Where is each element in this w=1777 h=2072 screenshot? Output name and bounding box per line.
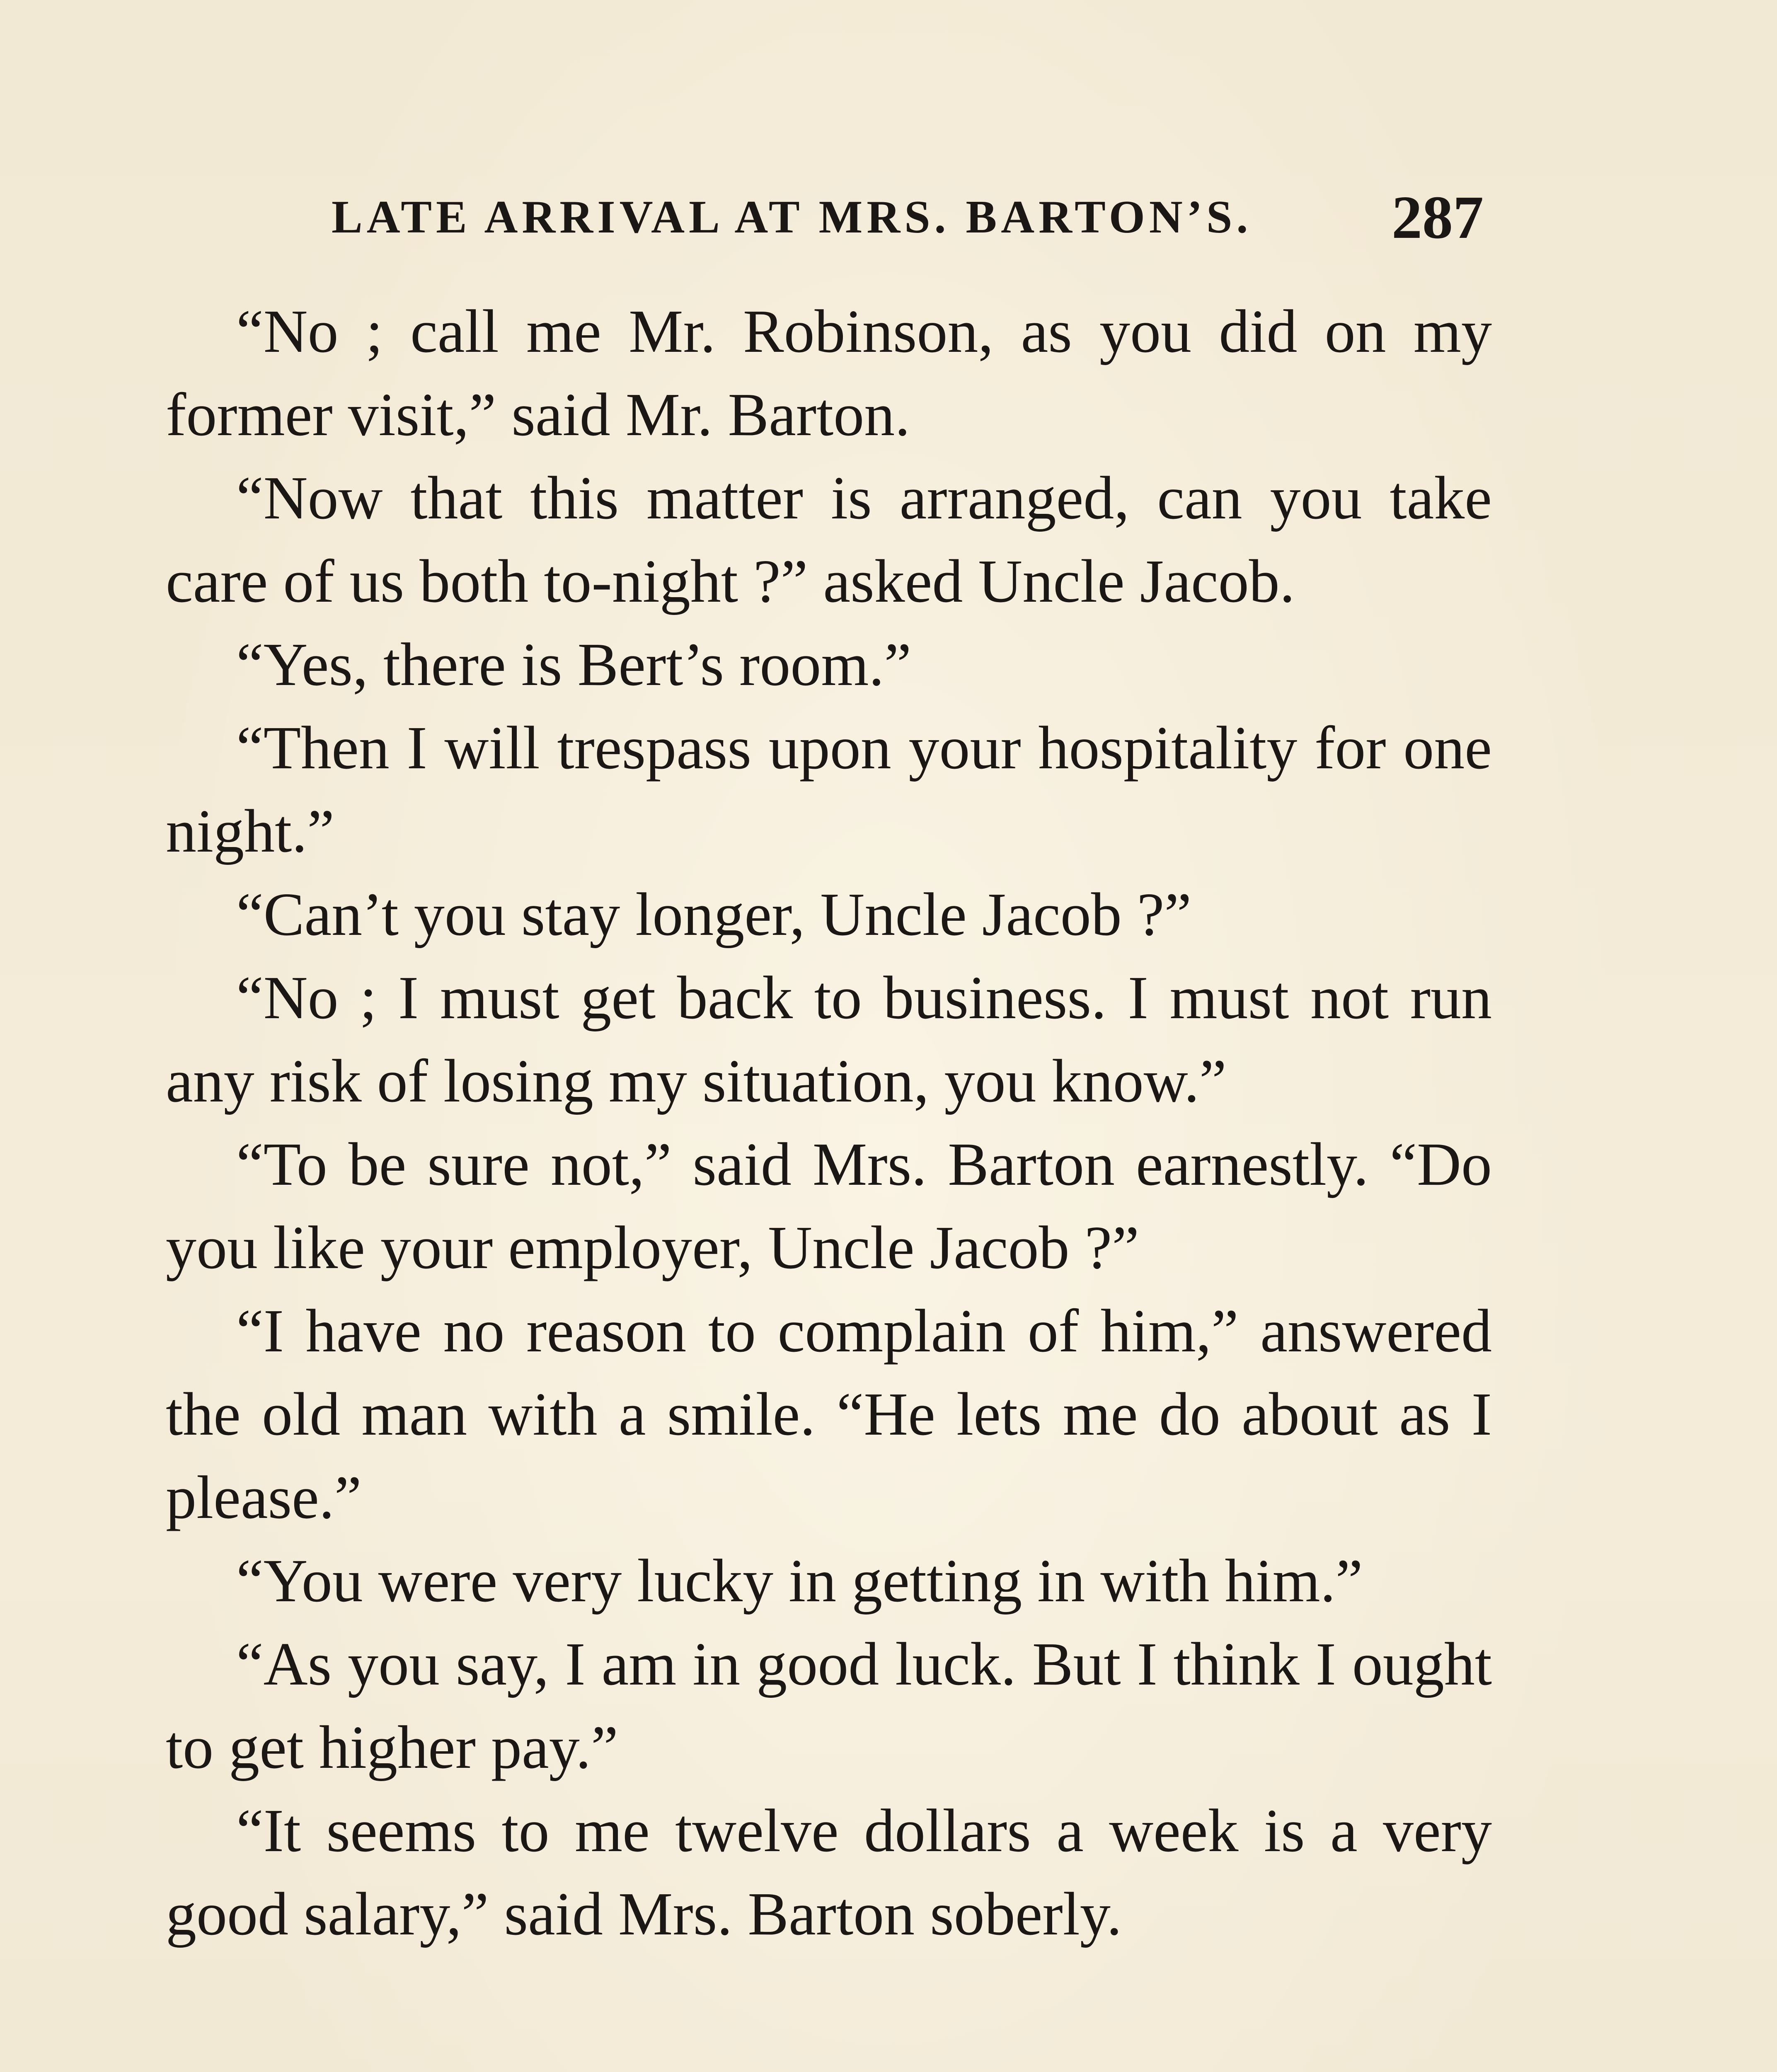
paragraph: “Then I will trespass upon your hospitality for one night.”: [166, 714, 1492, 865]
paragraph: “To be sure not,” said Mrs. Barton earnestly. “Do you like your employer, Uncle Jacob ?”: [166, 1130, 1492, 1282]
paragraph: “I have no reason to complain of him,” answered the old man with a smile. “He lets me do about as I please.”: [166, 1297, 1492, 1532]
paragraph: “It seems to me twelve dollars a week is a very good salary,” said Mrs. Barton soberly.: [166, 1797, 1492, 1948]
paragraph: “Yes, there is Bert’s room.”: [236, 631, 912, 699]
paragraph: “As you say, I am in good luck. But I think I ought to get higher pay.”: [166, 1630, 1492, 1782]
paragraph: “Can’t you stay longer, Uncle Jacob ?”: [236, 881, 1192, 949]
page-number: 287: [1392, 184, 1484, 252]
paragraph: “No ; call me Mr. Robinson, as you did on my former visit,” said Mr. Barton.: [166, 298, 1492, 449]
paragraph: “You were very lucky in getting in with him.”: [236, 1547, 1363, 1615]
paragraph: “No ; I must get back to business. I must not run any risk of losing my situation, you know.”: [166, 964, 1492, 1115]
body-text: [166, 290, 1492, 1956]
paragraph: “Now that this matter is arranged, can you take care of us both to-night ?” asked Uncle Jacob.: [166, 464, 1492, 615]
running-head: LATE ARRIVAL AT MRS. BARTON’S.: [332, 191, 1252, 243]
page-header: [332, 182, 1484, 257]
